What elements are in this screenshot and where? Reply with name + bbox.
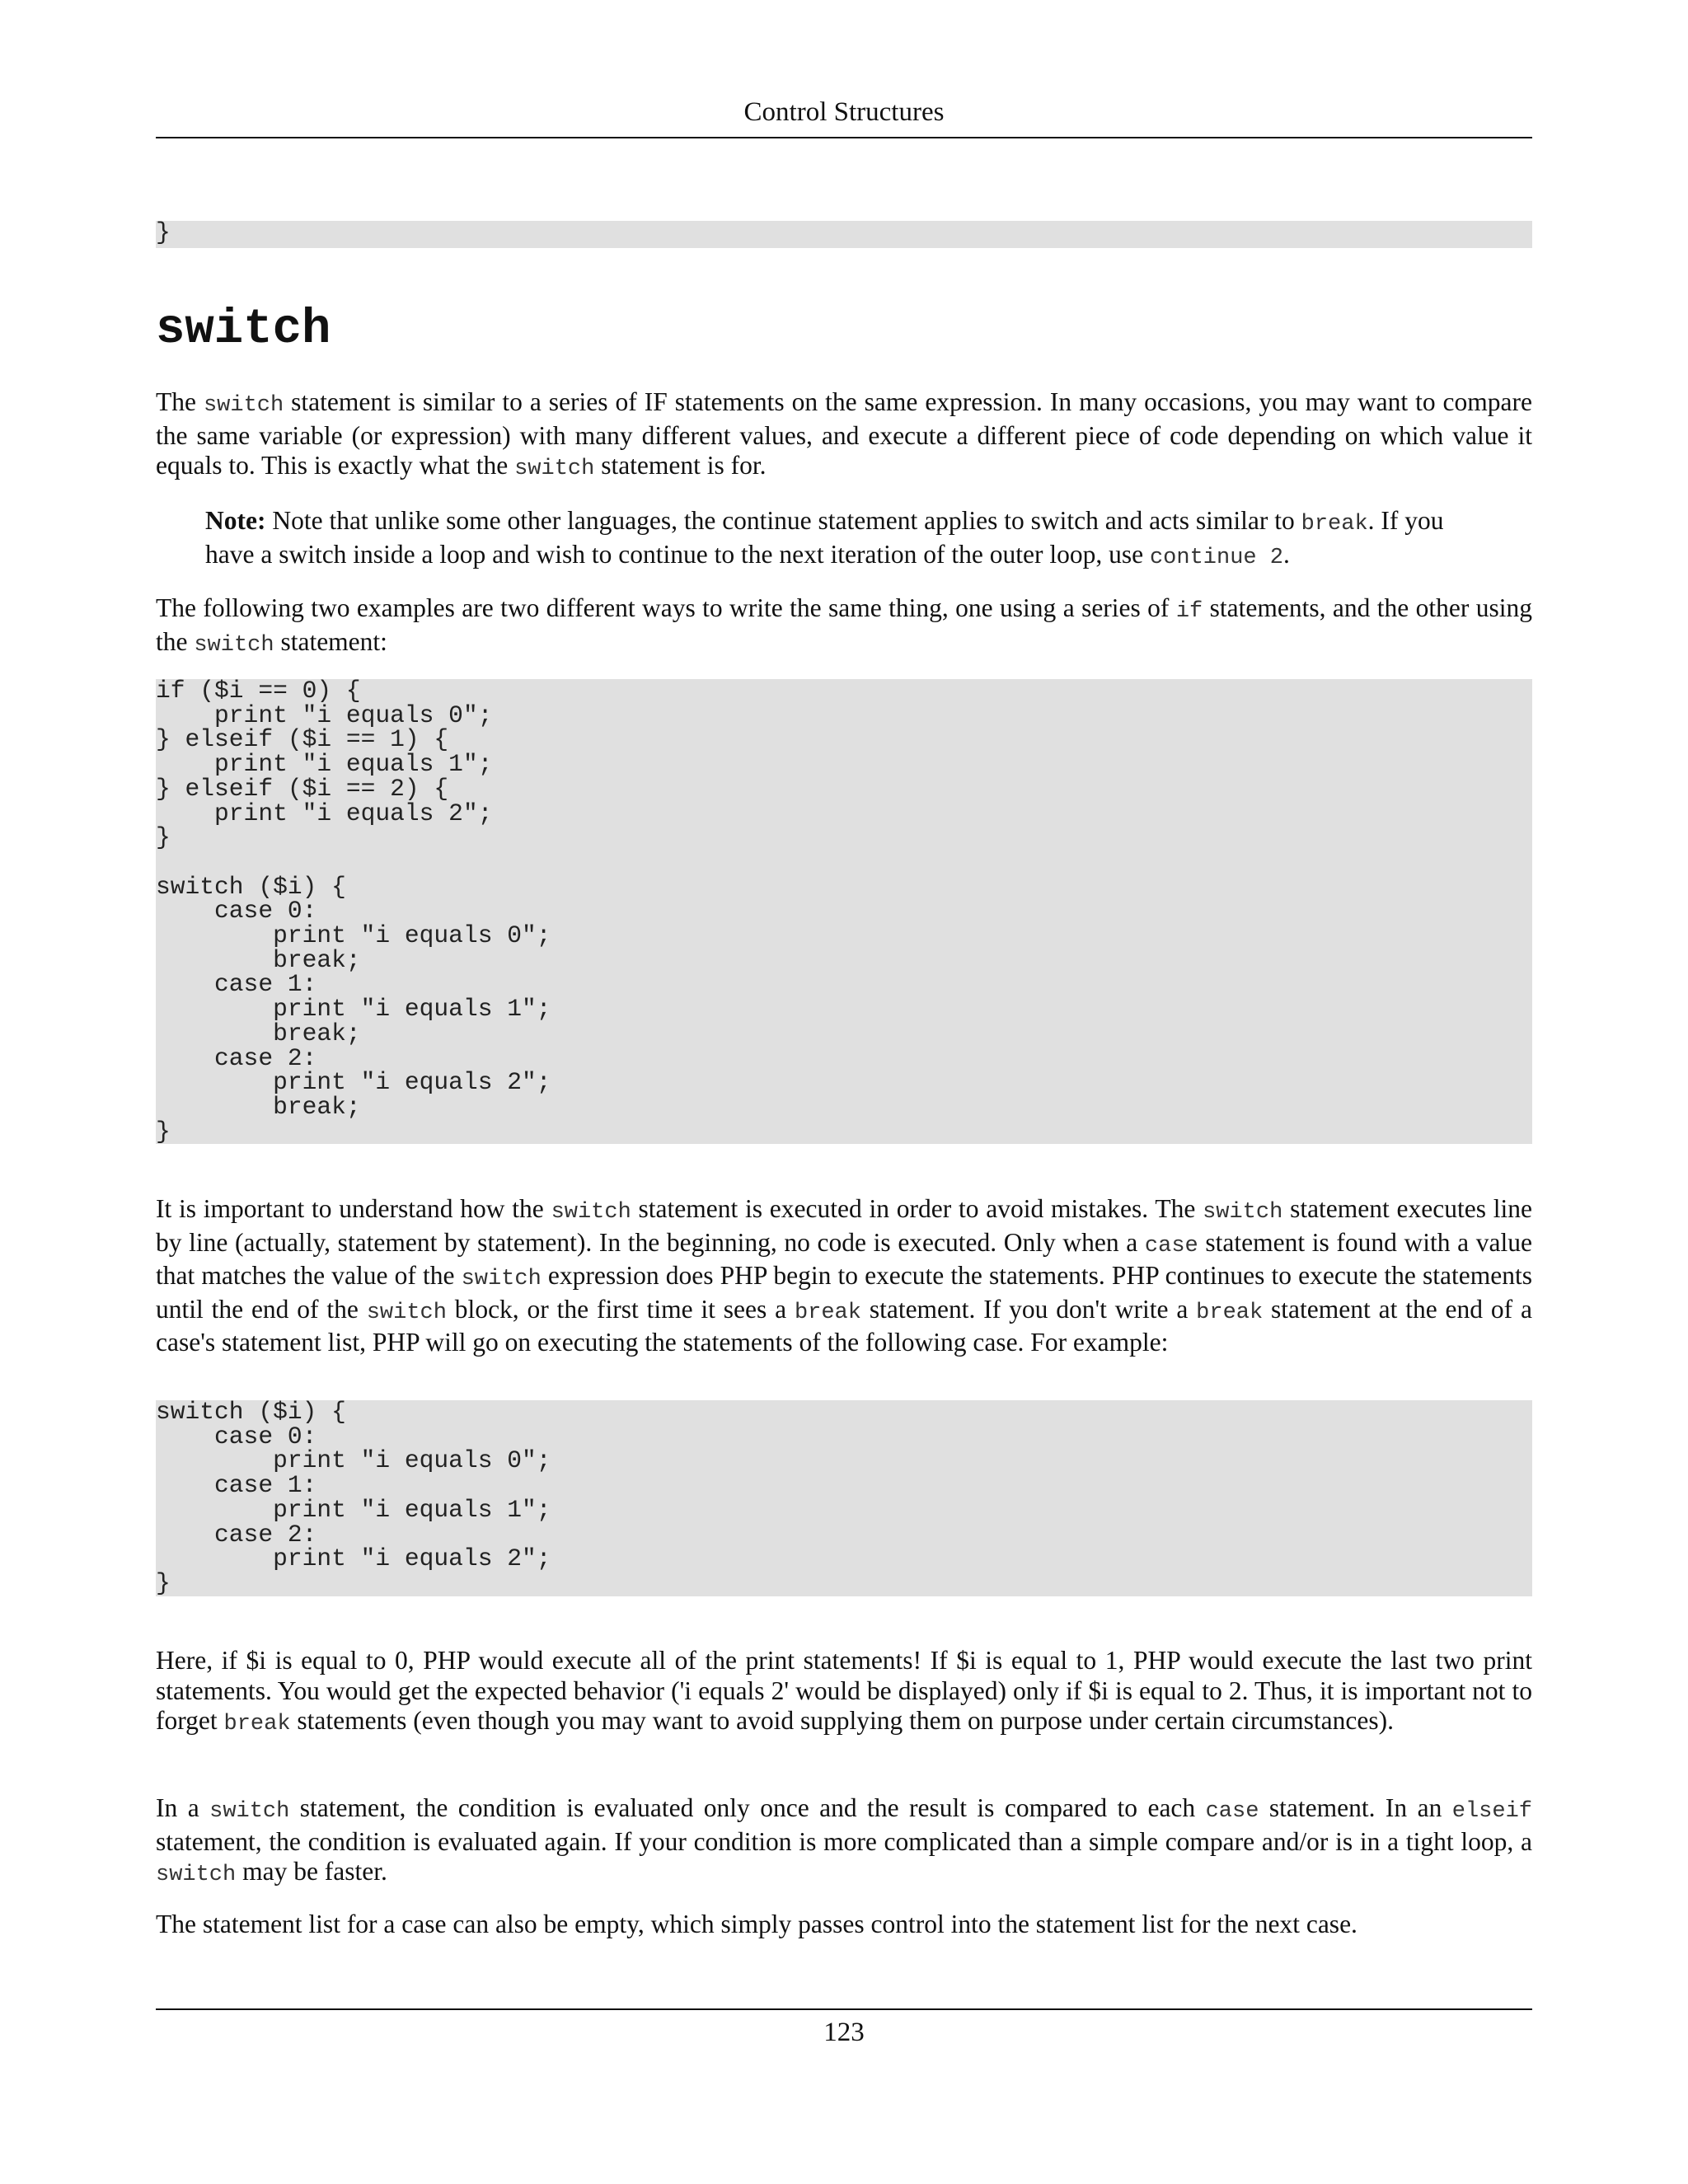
inline-code: switch: [209, 1799, 290, 1824]
inline-code: case: [1205, 1799, 1259, 1824]
code-fragment-top: }: [156, 221, 1532, 248]
inline-code: switch: [1203, 1200, 1283, 1225]
execution-paragraph: It is important to understand how the switch statement is executed in order to avoid mistakes. The switch statement executes line by line (actually, statement by statement). In the beginning, no code is executed. Only when a case statement is found with a value that matches the value of the switch expression does PHP begin to execute the statements. PHP continues to execute the statements until the end of the switch block, or the first time it sees a break statement. If you don't write a break statement at the end of a case's statement list, PHP will go on executing the statements of the following case. For example:: [156, 1194, 1533, 1357]
inline-code: switch: [551, 1200, 631, 1225]
comparison-paragraph: In a switch statement, the condition is evaluated only once and the result is compared to each case statement. In an elseif statement, the condition is evaluated again. If your condition is more complicated than a simple compare and/or is in a tight loop, a switch may be faster.: [156, 1793, 1532, 1887]
inline-code: break: [1301, 512, 1368, 537]
header-rule: [156, 137, 1532, 138]
inline-code: case: [1144, 1233, 1198, 1258]
inline-code: switch: [203, 393, 284, 418]
running-header: Control Structures: [743, 97, 945, 127]
inline-code: switch: [194, 632, 274, 658]
section-title: switch: [156, 302, 331, 357]
inline-code: elseif: [1451, 1799, 1532, 1824]
page-number: 123: [823, 2018, 865, 2047]
inline-code: break: [223, 1712, 291, 1736]
inline-code: break: [1196, 1300, 1264, 1325]
code-example-if-vs-switch: if ($i == 0) { print "i equals 0"; } elseif ($i == 1) { print "i equals 1"; } elseif ($i == 2) { print "i equals 2"; } switch ($i) { case 0: print "i equals 0"; break; case 1: print "i equals 1"; break; case 2: print "i equals 2"; break; }: [156, 679, 1532, 1144]
note-block: Note: Note that unlike some other languages, the continue statement applies to switch and acts similar to break. If you have a switch inside a loop and wish to continue to the next iteration of the outer loop, use continue 2.: [205, 506, 1444, 570]
intro-paragraph: The switch statement is similar to a series of IF statements on the same expression. In many occasions, you may want to compare the same variable (or expression) with many different values, and execute a different piece of code depending on which value it equals to. This is exactly what the switch statement is for.: [156, 387, 1532, 481]
inline-code: switch: [461, 1267, 542, 1291]
inline-code: switch: [514, 457, 595, 481]
footer-rule: [156, 2008, 1532, 2010]
empty-case-paragraph: The statement list for a case can also be empty, which simply passes control into the statement list for the next case.: [156, 1910, 1357, 1938]
inline-code: continue 2: [1149, 545, 1284, 570]
fallthrough-paragraph: Here, if $i is equal to 0, PHP would execute all of the print statements! If $i is equal to 1, PHP would execute the last two print statements. You would get the expected behavior ('i equals 2' would be displayed) only if $i is equal to 2. Thus, it is important not to forget break statements (even though you may want to avoid supplying them on purpose under certain circumstances).: [156, 1646, 1532, 1736]
note-label: Note:: [205, 506, 266, 535]
inline-code: switch: [366, 1300, 447, 1325]
code-example-fallthrough: switch ($i) { case 0: print "i equals 0"; case 1: print "i equals 1"; case 2: print "i equals 2"; }: [156, 1400, 1532, 1596]
examples-intro-paragraph: The following two examples are two different ways to write the same thing, one using a series of if statements, and the other using the switch statement:: [156, 593, 1532, 658]
inline-code: break: [794, 1300, 861, 1325]
inline-code: if: [1175, 599, 1203, 624]
inline-code: switch: [156, 1863, 237, 1887]
